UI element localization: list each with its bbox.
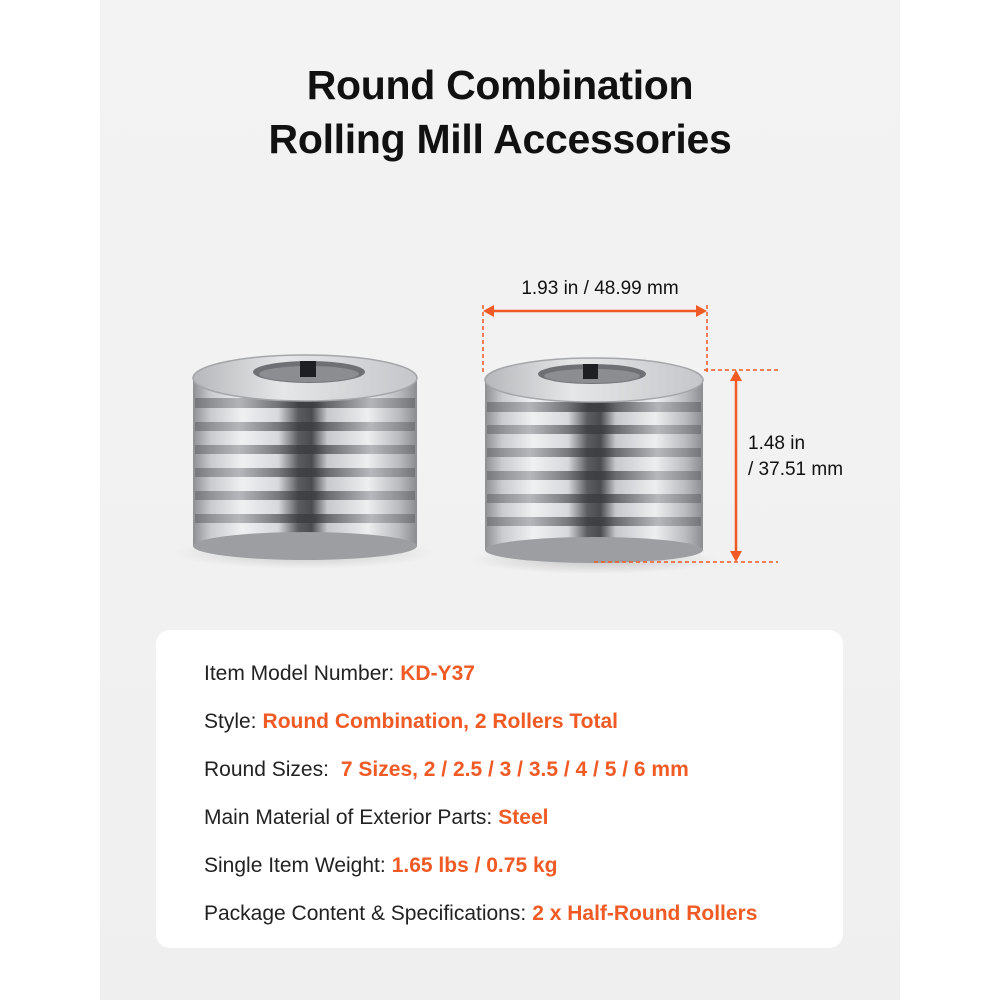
roller-left <box>174 355 434 569</box>
spec-label: Style: <box>204 710 257 733</box>
spec-row-weight <box>204 842 824 890</box>
spec-value: 1.65 lbs / 0.75 kg <box>391 854 558 877</box>
spec-list <box>204 650 824 938</box>
title-line-1: Round Combination <box>306 62 694 108</box>
spec-value: KD-Y37 <box>400 662 475 685</box>
spec-row-package <box>204 890 824 938</box>
spec-row-material <box>204 794 824 842</box>
roller-right <box>469 358 719 574</box>
spec-row-round-sizes <box>204 746 824 794</box>
spec-value: 2 x Half-Round Rollers <box>532 902 758 925</box>
height-label-line-2: / 37.51 mm <box>748 459 844 480</box>
spec-value: Round Combination, 2 Rollers Total <box>262 710 618 733</box>
spec-row-model <box>204 650 824 698</box>
width-label: 1.93 in / 48.99 mm <box>521 278 679 299</box>
spec-label: Package Content & Specifications: <box>204 902 527 925</box>
spec-label: Round Sizes: <box>204 758 329 781</box>
height-label-line-1: 1.48 in <box>748 433 806 454</box>
spec-label: Item Model Number: <box>204 662 395 685</box>
title-line-2: Rolling Mill Accessories <box>268 116 732 162</box>
spec-value: 7 Sizes, 2 / 2.5 / 3 / 3.5 / 4 / 5 / 6 mm <box>340 758 689 781</box>
spec-row-style <box>204 698 824 746</box>
spec-value: Steel <box>498 806 549 829</box>
spec-label: Main Material of Exterior Parts: <box>204 806 493 829</box>
spec-label: Single Item Weight: <box>204 854 386 877</box>
